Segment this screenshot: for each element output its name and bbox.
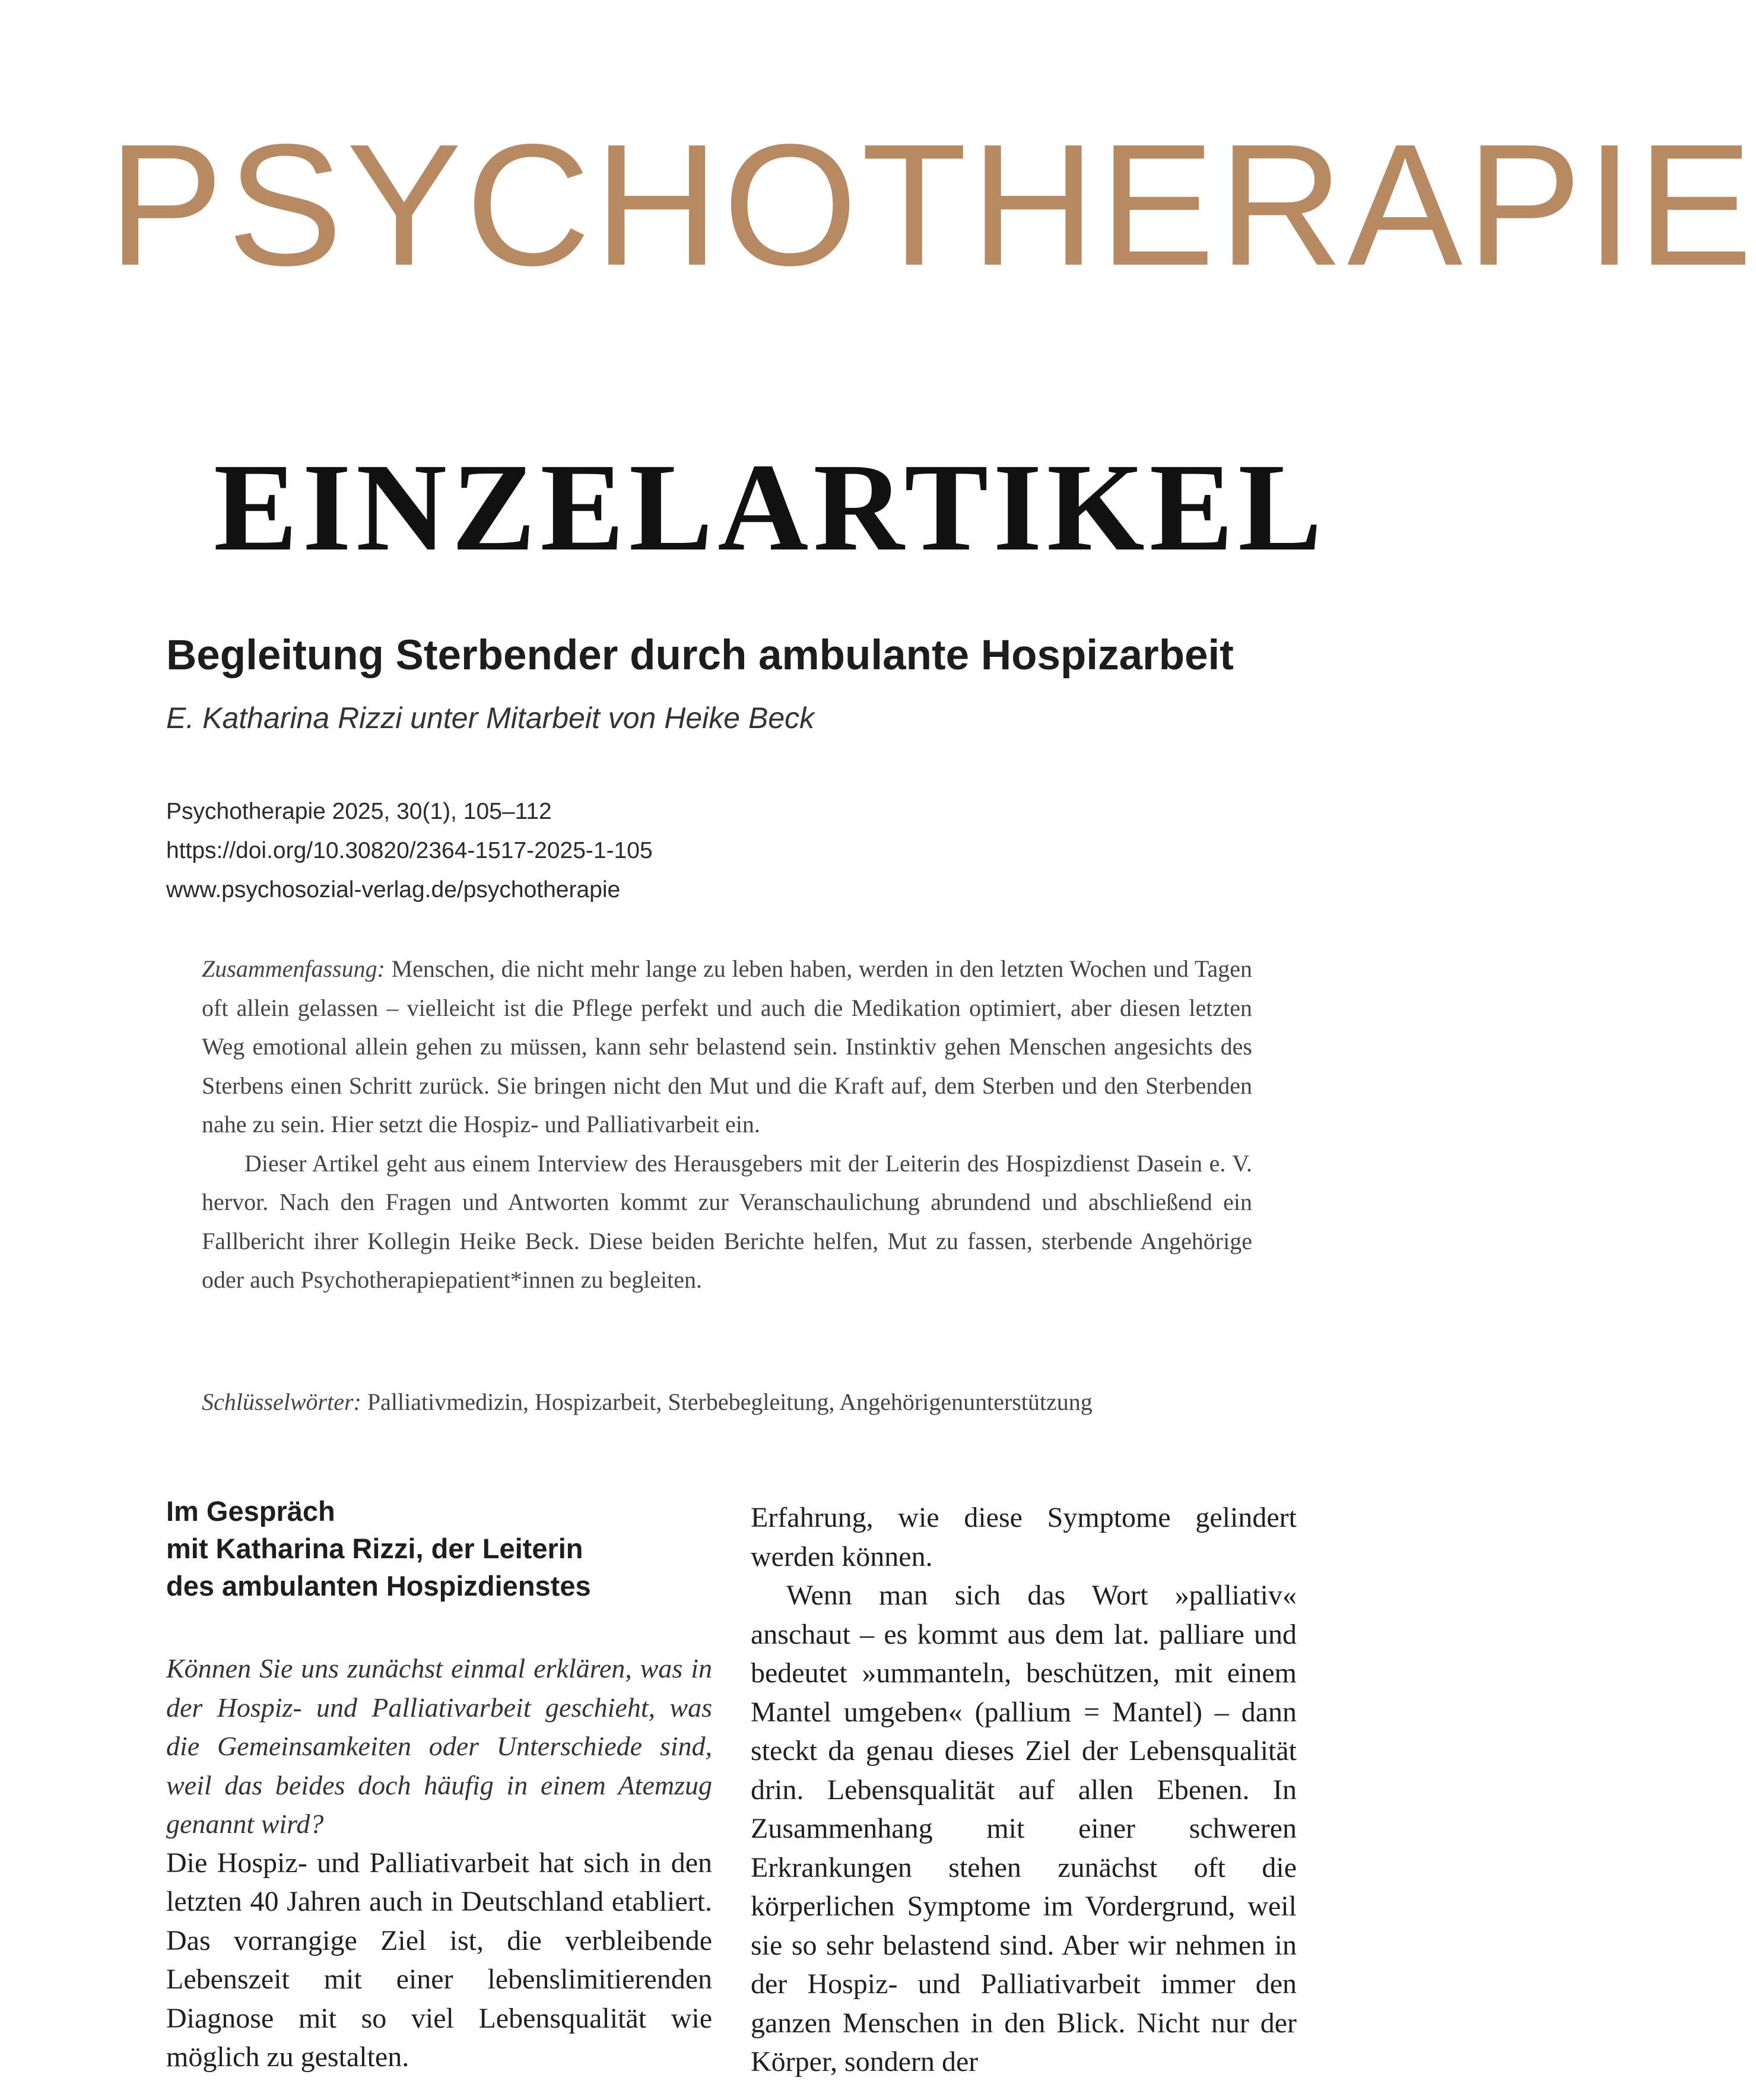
section-heading	[166, 1492, 712, 1605]
abstract-paragraph-2: Dieser Artikel geht aus einem Interview des Herausgebers mit der Leiterin des Hospizdienst Dasein e. V. hervor. Nach den Fragen und Antworten kommt zur Veranschaulichung abrundend und abschließend ein Fallbericht ihrer Kollegin Heike Beck. Diese beiden Berichte helfen, Mut zu fassen, sterbende Angehörige oder auch Psychotherapiepatient*innen zu begleiten.	[202, 1149, 1252, 1293]
section-heading-line-3: des ambulanten Hospizdienstes	[166, 1570, 591, 1602]
citation-website[interactable]: www.psychosozial-verlag.de/psychotherapie	[166, 877, 621, 903]
keywords-label: Schlüsselwörter:	[202, 1389, 361, 1415]
abstract-label: Zusammenfassung:	[202, 955, 385, 982]
abstract-text-1: Menschen, die nicht mehr lange zu leben haben, werden in den letzten Wochen und Tagen oft allein gelassen – vielleicht ist die Pflege perfekt und auch die Medikation optimiert, aber diesen letzten Weg emotional allein gehen zu müssen, kann sehr belastend sein. Instinktiv gehen Menschen angesichts des Sterbens einen Schritt zurück. Sie bringen nicht den Mut und die Kraft auf, dem Sterben und den Sterbenden nahe zu sein. Hier setzt die Hospiz- und Palliativarbeit ein.	[202, 955, 1252, 1138]
citation-block	[166, 792, 938, 910]
interview-question: Können Sie uns zunächst einmal erklären, was in der Hospiz- und Palliativarbeit geschieht, was die Gemeinsamkeiten oder Unterschiede sind, weil das beides doch häufig in einem Atemzug genannt wird?	[166, 1653, 712, 1839]
article-title: Begleitung Sterbender durch ambulante Hospizarbeit	[166, 632, 1234, 679]
section-heading-line-2: mit Katharina Rizzi, der Leiterin	[166, 1533, 583, 1564]
section-heading-line-1: Im Gespräch	[166, 1495, 335, 1527]
interview-answer-left: Die Hospiz- und Palliativarbeit hat sich in den letzten 40 Jahren auch in Deutschland etabliert. Das vorrangige Ziel ist, die verbleibende Lebenszeit mit einer lebenslimitierenden Diagnose mit so viel Lebensqualität wie möglich zu gestalten.	[166, 1847, 712, 2073]
abstract	[202, 949, 1252, 1300]
article-authors: E. Katharina Rizzi unter Mitarbeit von Heike Beck	[166, 701, 815, 735]
interview-answer-right: Wenn man sich das Wort »palliativ« anschaut – es kommt aus dem lat. palliare und bedeutet »ummanteln, beschützen, mit einem Mantel umgeben« (pallium = Mantel) – dann steckt da genau dieses Ziel der Lebensqualität drin. Lebensqualität auf allen Ebenen. In Zusammenhang mit einer schweren Erkrankungen stehen zunächst oft die körperlichen Symptome im Vordergrund, weil sie so sehr belastend sind. Aber wir nehmen in der Hospiz- und Palliativarbeit immer den ganzen Menschen in den Blick. Nicht nur der Körper, sondern der	[751, 1580, 1297, 2077]
article-banner: EINZELARTIKEL	[214, 437, 1327, 577]
interview-answer-continued: Erfahrung, wie diese Symptome gelindert werden können.	[751, 1502, 1297, 1572]
keywords-text: Palliativmedizin, Hospizarbeit, Sterbebegleitung, Angehörigenunterstützung	[367, 1389, 1093, 1415]
citation-doi[interactable]: https://doi.org/10.30820/2364-1517-2025-1-105	[166, 838, 653, 863]
body-column-left	[166, 1492, 712, 2073]
abstract-paragraph-1	[202, 949, 1252, 1144]
journal-name: PSYCHOTHERAPIE	[108, 108, 1756, 301]
keywords	[202, 1383, 1252, 1422]
body-column-right	[751, 1498, 1297, 2077]
citation-reference: Psychotherapie 2025, 30(1), 105–112	[166, 799, 552, 824]
